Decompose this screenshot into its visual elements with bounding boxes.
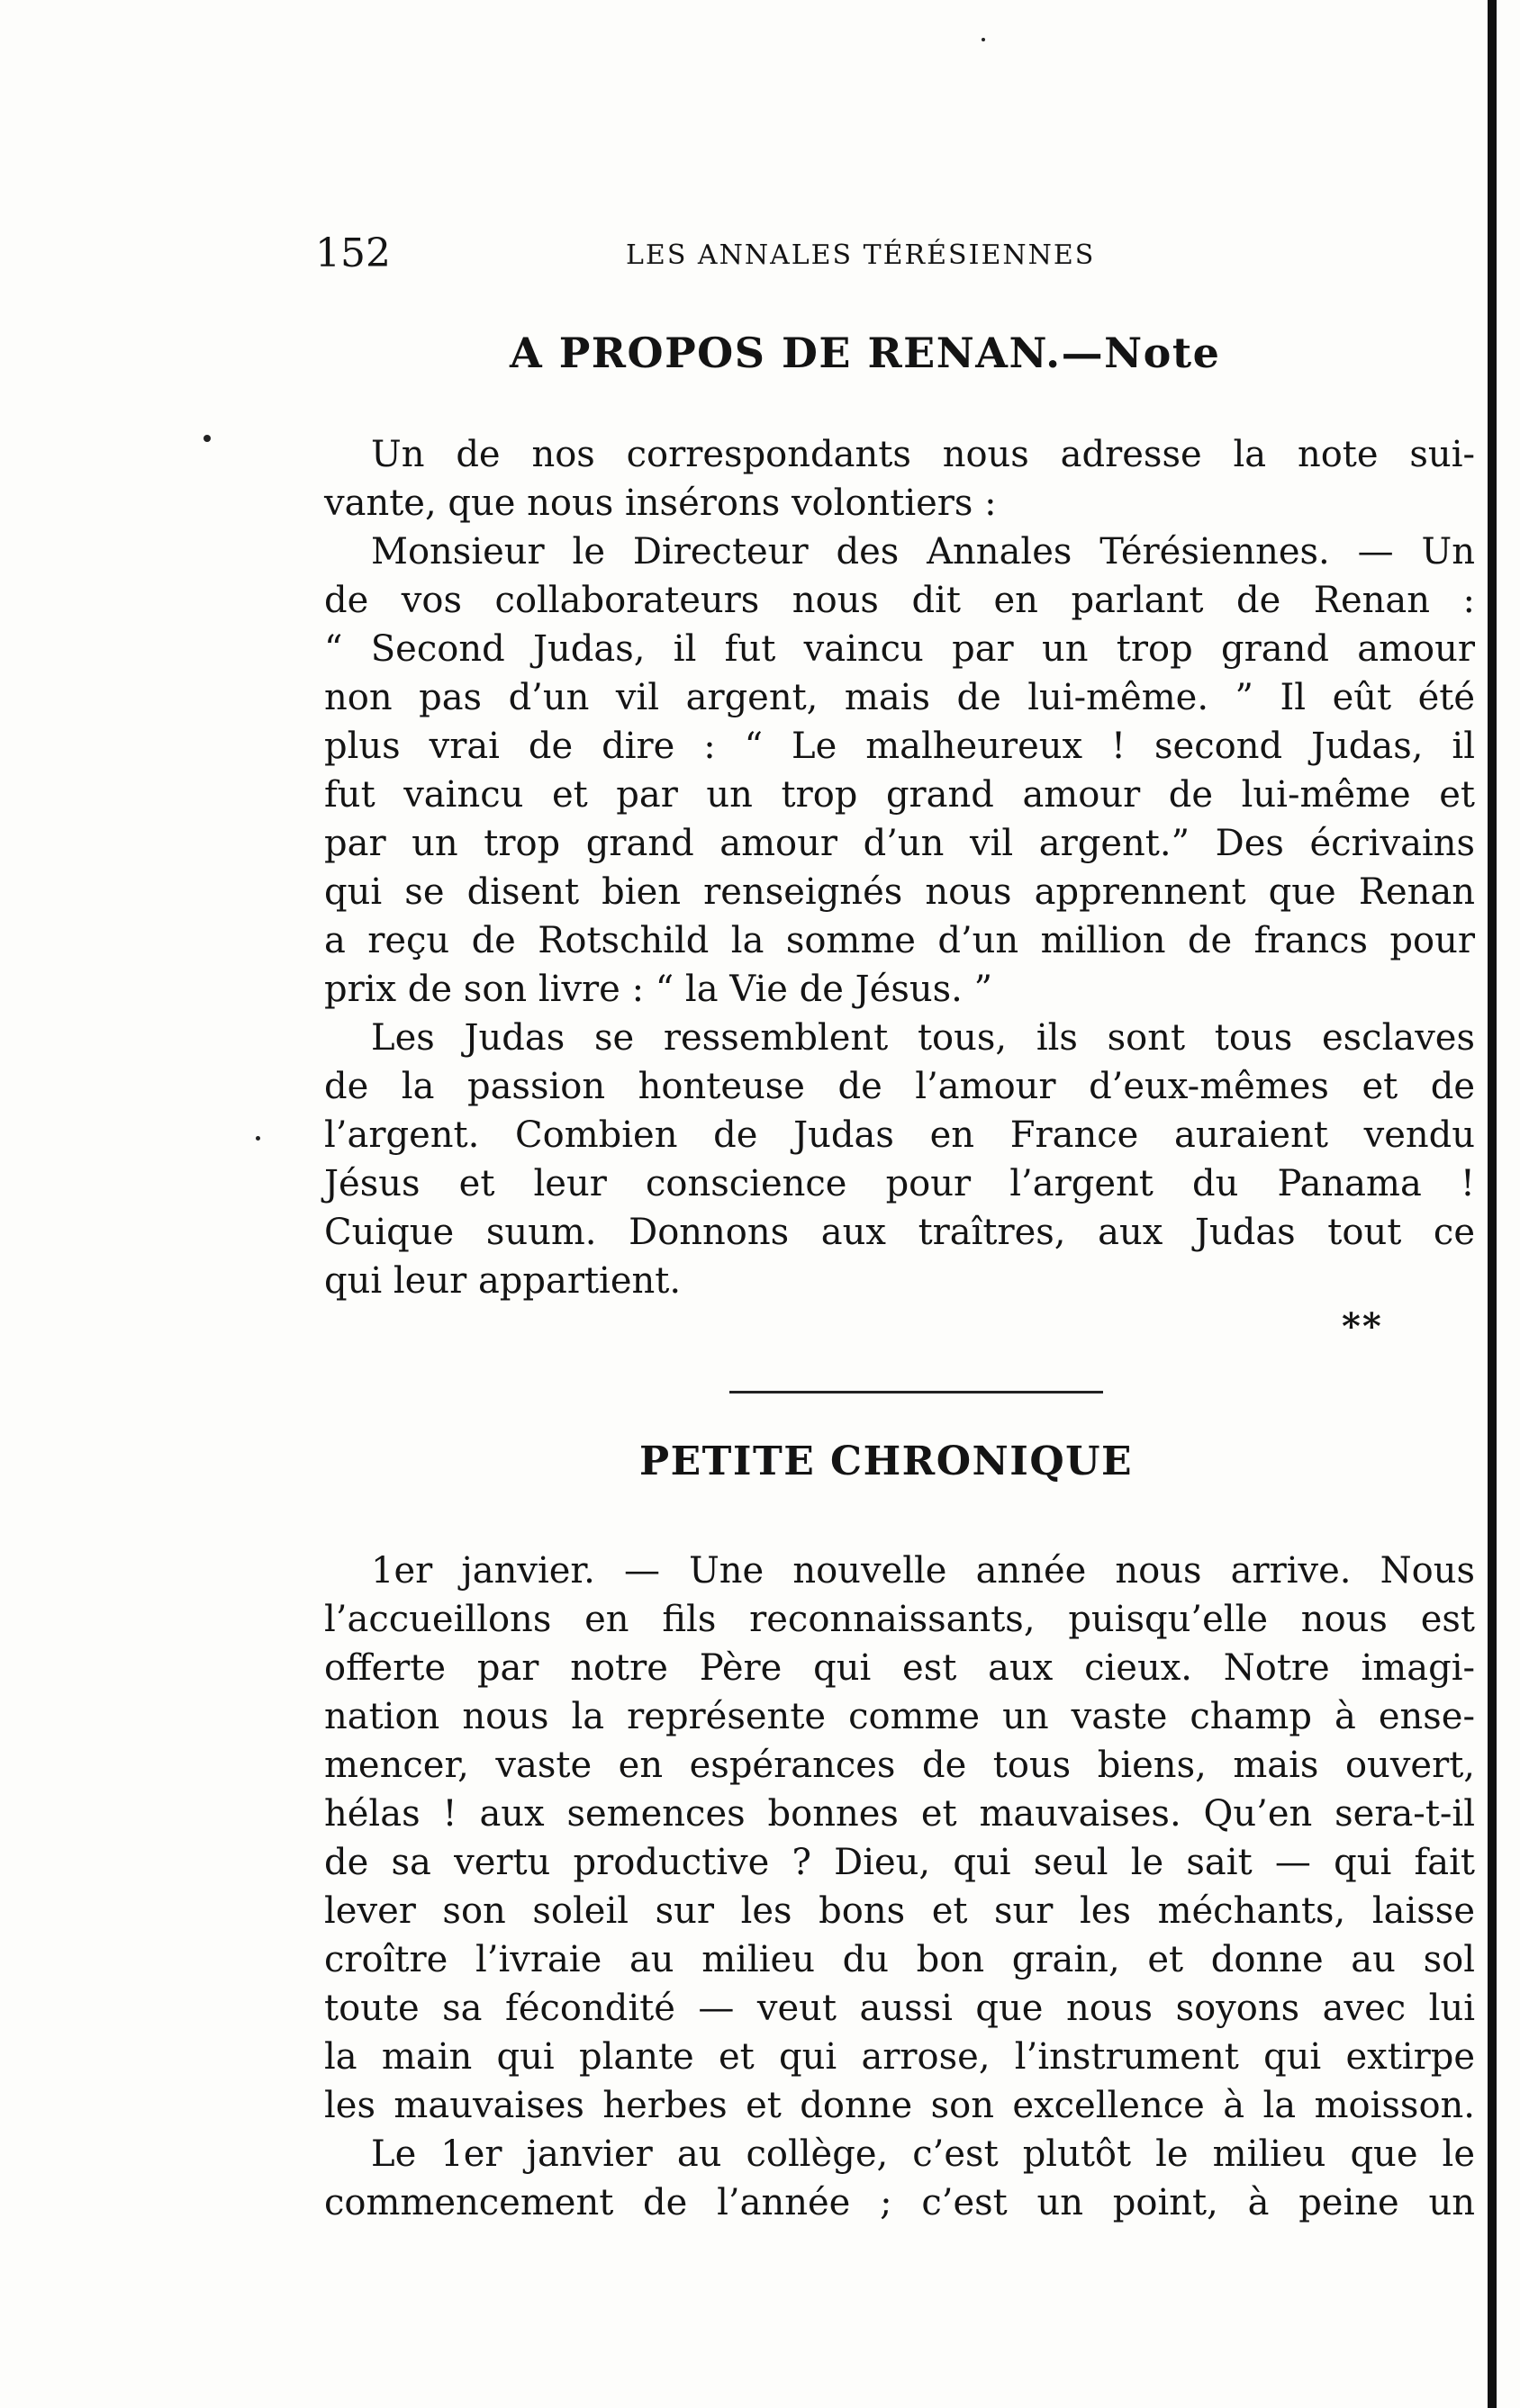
text-line: l’argent. Combien de Judas en France auraient vendu xyxy=(324,1114,1475,1156)
text-line: Monsieur le Directeur des Annales Térésiennes. — Un xyxy=(371,531,1475,573)
text-line: Cuique suum. Donnons aux traîtres, aux Judas tout ce xyxy=(324,1212,1475,1253)
text-line: commencement de l’année ; c’est un point, à peine un xyxy=(324,2182,1475,2223)
text-line: 1er janvier. — Une nouvelle année nous arrive. Nous xyxy=(371,1550,1475,1592)
text-line: Les Judas se ressemblent tous, ils sont tous esclaves xyxy=(371,1017,1475,1059)
page-number: 152 xyxy=(315,230,391,276)
text-line: de la passion honteuse de l’amour d’eux-mêmes et de xyxy=(324,1066,1475,1107)
text-line: offerte par notre Père qui est aux cieux. Notre imagi- xyxy=(324,1647,1475,1689)
text-line: croître l’ivraie au milieu du bon grain, et donne au sol xyxy=(324,1939,1475,1980)
text-line: hélas ! aux semences bonnes et mauvaises. Qu’en sera-t-il xyxy=(324,1793,1475,1835)
text-line: toute sa fécondité — veut aussi que nous soyons avec lui xyxy=(324,1988,1475,2029)
ink-speck xyxy=(204,435,211,442)
text-line: qui leur appartient. xyxy=(324,1260,682,1302)
text-line: Jésus et leur conscience pour l’argent du Panama ! xyxy=(324,1163,1475,1204)
page-header xyxy=(315,230,1477,284)
text-line: par un trop grand amour d’un vil argent.” Des écrivains xyxy=(324,823,1475,864)
text-line: “ Second Judas, il fut vaincu par un trop grand amour xyxy=(324,628,1475,670)
text-line: nation nous la représente comme un vaste champ à ense- xyxy=(324,1696,1475,1737)
text-line: non pas d’un vil argent, mais de lui-même. ” Il eût été xyxy=(324,677,1475,718)
section-divider xyxy=(729,1391,1103,1393)
signature: ** xyxy=(1342,1305,1383,1348)
text-line: Un de nos correspondants nous adresse la note sui- xyxy=(371,434,1475,475)
article-title: A PROPOS DE RENAN.—Note xyxy=(510,329,1221,377)
text-line: fut vaincu et par un trop grand amour de lui-même et xyxy=(324,774,1475,816)
text-line: qui se disent bien renseignés nous apprennent que Renan xyxy=(324,871,1475,913)
ink-speck xyxy=(982,38,985,41)
text-line: a reçu de Rotschild la somme d’un million de francs pour xyxy=(324,920,1475,961)
text-line: vante, que nous insérons volontiers : xyxy=(324,483,997,524)
text-line: mencer, vaste en espérances de tous biens, mais ouvert, xyxy=(324,1745,1475,1786)
page-edge-shadow xyxy=(1488,0,1497,2408)
running-title: LES ANNALES TÉRÉSIENNES xyxy=(626,239,1096,271)
text-line: les mauvaises herbes et donne son excellence à la moisson. xyxy=(324,2085,1475,2126)
text-line: lever son soleil sur les bons et sur les méchants, laisse xyxy=(324,1890,1475,1932)
ink-speck xyxy=(256,1136,260,1141)
text-line: Le 1er janvier au collège, c’est plutôt le milieu que le xyxy=(371,2133,1475,2175)
text-line: prix de son livre : “ la Vie de Jésus. ” xyxy=(324,969,993,1010)
section-title: PETITE CHRONIQUE xyxy=(639,1438,1134,1484)
text-line: l’accueillons en fils reconnaissants, puisqu’elle nous est xyxy=(324,1599,1475,1640)
text-line: de sa vertu productive ? Dieu, qui seul le sait — qui fait xyxy=(324,1842,1475,1883)
text-line: plus vrai de dire : “ Le malheureux ! second Judas, il xyxy=(324,726,1475,767)
text-line: de vos collaborateurs nous dit en parlant de Renan : xyxy=(324,580,1475,621)
text-line: la main qui plante et qui arrose, l’instrument qui extirpe xyxy=(324,2036,1475,2078)
